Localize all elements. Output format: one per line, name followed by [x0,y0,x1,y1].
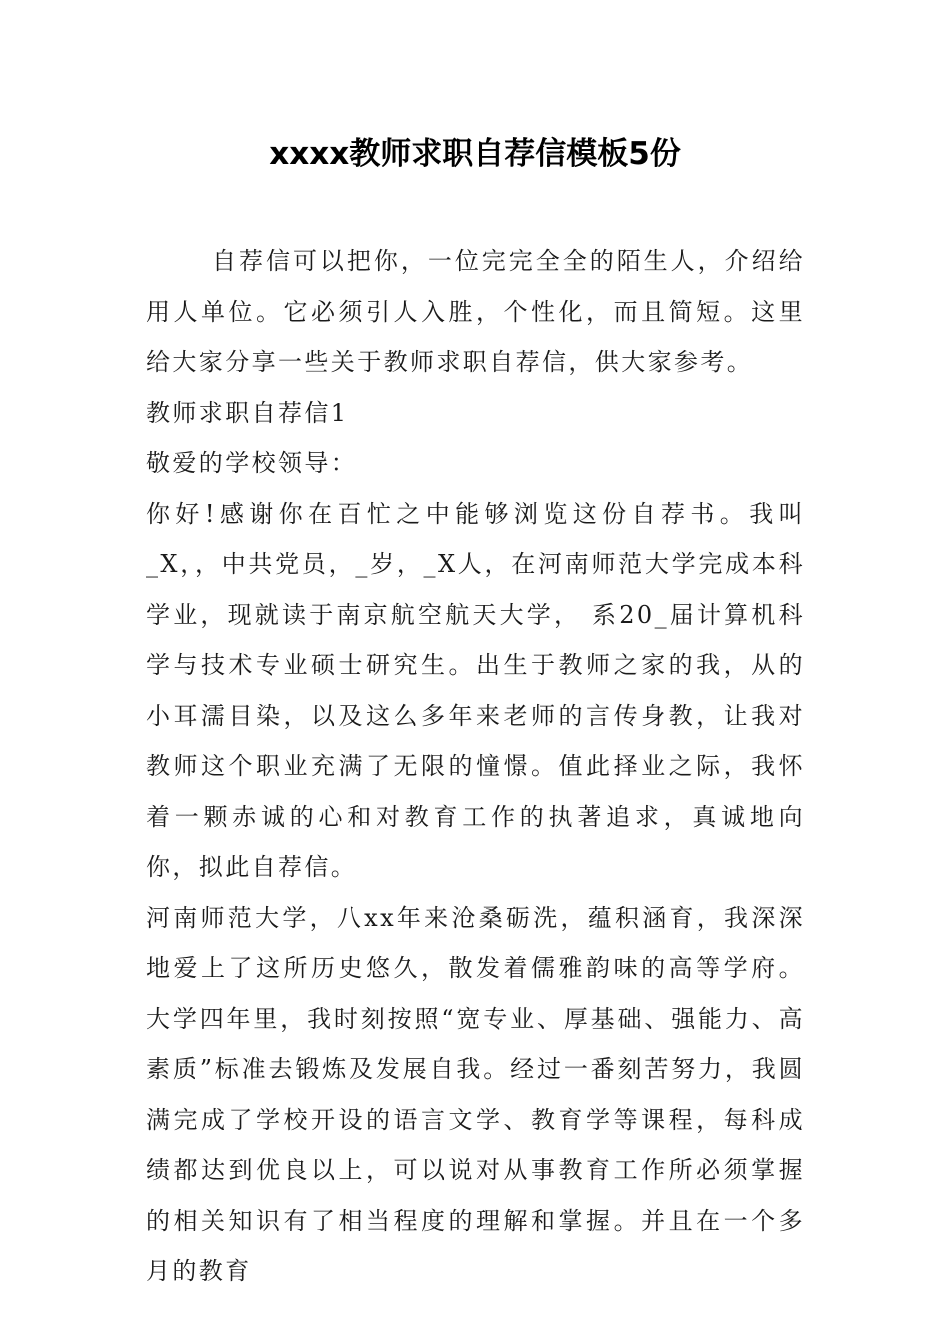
salutation: 敬爱的学校领导： [146,449,358,477]
intro-paragraph: 自荐信可以把你，一位完完全全的陌生人，介绍给用人单位。它必须引人入胜，个性化，而且简短。这里给大家分享一些关于教师求职自荐信，供大家参考。 [146,247,805,376]
section-heading: 教师求职自荐信1 [146,398,349,427]
document-title: xxxx教师求职自荐信模板5份 [269,136,681,172]
document-body [146,236,805,1297]
body-paragraph: 河南师范大学，八xx年来沧桑砺洗，蕴积涵育，我深深地爱上了这所历史悠久，散发着儒雅韵味的高等学府。大学四年里，我时刻按照“宽专业、厚基础、强能力、高素质”标准去锻炼及发展自我。经过一番刻苦努力，我圆满完成了学校开设的语言文学、教育学等课程，每科成绩都达到优良以上，可以说对从事教育工作所必须掌握的相关知识有了相当程度的理解和掌握。并且在一个多月的教育 [146,903,805,1285]
body-paragraph: 你好!感谢你在百忙之中能够浏览这份自荐书。我叫_X，，中共党员，_岁，_X人，在河南师范大学完成本科学业，现就读于南京航空航天大学， 系20_届计算机科学与技术专业硕士研究生。出生于教师之家的我，从的小耳濡目染，以及这么多年来老师的言传身教，让我对教师这个职业充满了无限的憧憬。值此择业之际，我怀着一颗赤诚的心和对教育工作的执著追求，真诚地向你，拟此自荐信。 [146,499,805,881]
